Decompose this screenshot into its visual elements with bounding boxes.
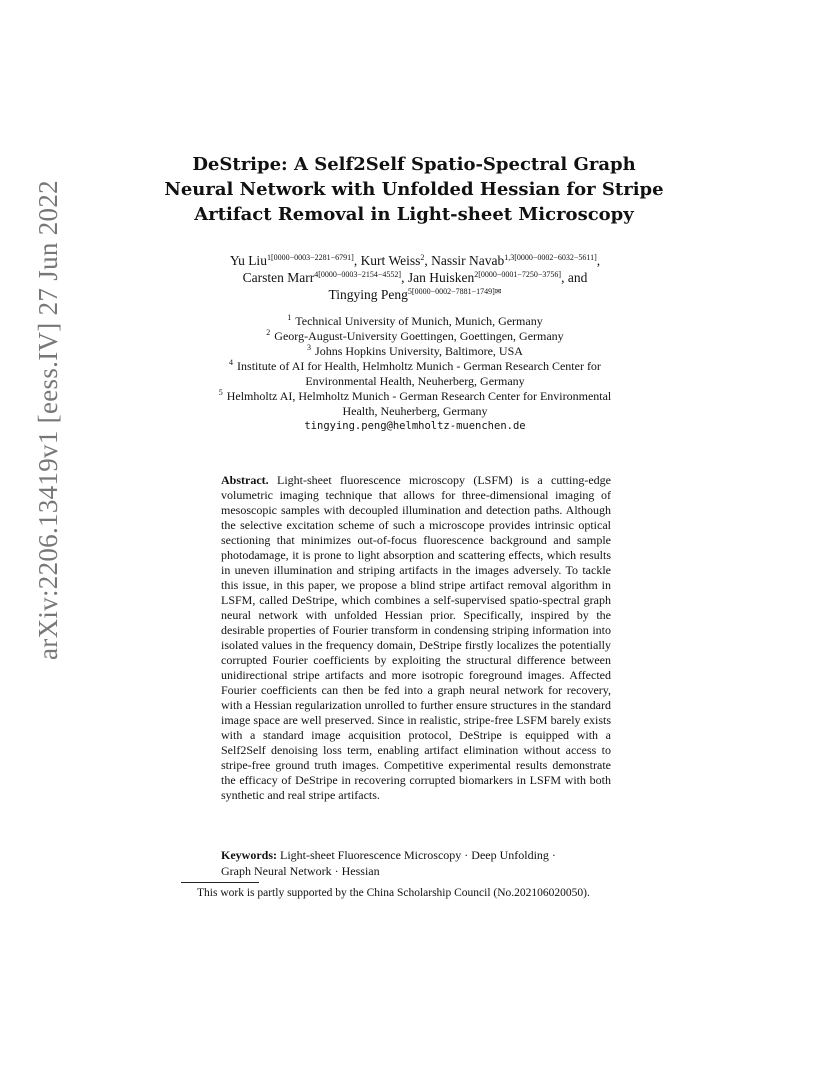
author-line: Yu Liu$^{1[0000-0003-2281-6791]}$, Kurt Weiss$^2$, Nassir Navab$^{1,3[0000-0002-6032-5611]}$, <box>229 253 601 268</box>
arxiv-identifier: arXiv:2206.13419v1 [eess.IV] 27 Jun 2022 <box>33 180 63 660</box>
and-text: , and <box>561 270 588 285</box>
author-affiliation-orcid: 4[0000−0003−2154−4552] <box>314 270 402 279</box>
author-name: Yu Liu <box>229 253 267 268</box>
affiliation-list <box>170 314 660 434</box>
author-list <box>170 252 660 303</box>
affiliation-number: 2 <box>266 328 271 337</box>
affiliation <box>170 314 660 329</box>
keywords-line <box>221 848 611 864</box>
abstract <box>221 473 611 803</box>
affiliation <box>170 389 660 404</box>
affiliation-text: Technical University of Munich, Munich, Germany <box>295 314 543 328</box>
author-line <box>170 286 660 303</box>
author-name: Jan Huisken <box>407 270 475 285</box>
title-line: Artifact Removal in Light-sheet Microscopy <box>194 204 634 225</box>
affiliation-text: Georg-August-University Goettingen, Goettingen, Germany <box>274 329 564 343</box>
keywords-text: Light-sheet Fluorescence Microscopy · Deep Unfolding · <box>280 848 556 862</box>
affiliation-text: Helmholtz AI, Helmholtz Munich - German Research Center for Environmental <box>226 389 612 403</box>
footnote-divider <box>181 882 259 883</box>
affiliation-number: 1 <box>287 313 292 322</box>
title-line: Neural Network with Unfolded Hessian for Stripe <box>164 179 664 200</box>
author-name: Tingying Peng <box>328 287 408 302</box>
affiliation <box>170 329 660 344</box>
footnote: This work is partly supported by the China Scholarship Council (No.202106020050). <box>197 887 590 899</box>
author-affiliation-orcid: 5[0000−0002−7881−1749]✉ <box>407 287 502 296</box>
affiliation <box>170 344 660 359</box>
affiliation-number: 3 <box>307 343 312 352</box>
author-name: Nassir Navab <box>431 253 505 268</box>
affiliation-text: Johns Hopkins University, Baltimore, USA <box>315 344 523 358</box>
author-affiliation-orcid: 1,3[0000−0002−6032−5611] <box>504 253 597 262</box>
author-affiliation-orcid: 1[0000−0003−2281−6791] <box>266 253 354 262</box>
author-affiliation: 2 <box>420 253 425 262</box>
author-name: Carsten Marr <box>242 270 315 285</box>
affiliation <box>170 359 660 374</box>
separator: , <box>424 253 432 268</box>
keywords <box>221 848 611 879</box>
keywords-label: Keywords: <box>221 848 277 862</box>
separator: , <box>353 253 361 268</box>
abstract-label: Abstract. <box>221 473 269 487</box>
contact-email[interactable]: tingying.peng@helmholtz-muenchen.de <box>304 420 526 432</box>
affiliation-continuation: Health, Neuherberg, Germany <box>342 404 488 418</box>
paper-title <box>150 152 678 227</box>
affiliation-number: 5 <box>218 388 223 397</box>
keywords-text: Graph Neural Network · Hessian <box>221 863 380 878</box>
author-name: Kurt Weiss <box>360 253 421 268</box>
separator: , <box>401 270 408 285</box>
author-affiliation-orcid: 2[0000−0001−7250−3756] <box>474 270 562 279</box>
affiliation-text: Institute of AI for Health, Helmholtz Munich - German Research Center for <box>237 359 601 373</box>
affiliation-continuation: Environmental Health, Neuherberg, Germany <box>305 374 525 388</box>
author-line <box>170 269 660 286</box>
title-line: DeStripe: A Self2Self Spatio-Spectral Graph <box>192 154 636 175</box>
affiliation-number: 4 <box>229 358 234 367</box>
abstract-text: Light-sheet fluorescence microscopy (LSFM) is a cutting-edge volumetric imaging technique that allows for three-dimensional imaging of mesoscopic samples with decoupled illumination and detection paths. Although the selective excitation scheme of such a microscope provides intrinsic optical sectioning that minimizes out-of-focus fluorescence background and sample photodamage, it is prone to light absorption and scattering effects, which results in uneven illumination and striping artifacts in the images adversely. To tackle this issue, in this paper, we propose a blind stripe artifact removal algorithm in LSFM, called DeStripe, which combines a self-supervised spatio-spectral graph neural network with unfolded Hessian prior. Specifically, inspired by the desirable properties of Fourier transform in condensing striping information into isolated values in the frequency domain, DeStripe firstly localizes the potentially corrupted Fourier coefficients by exploiting the structural difference between unidirectional stripe artifacts and more isotropic foreground images. Affected Fourier coefficients can then be fed into a graph neural network for recovery, with a Hessian regularization unrolled to further ensure structures in the standard image space are well preserved. Since in realistic, stripe-free LSFM barely exists with a standard image acquisition protocol, DeStripe is equipped with a Self2Self denoising loss term, enabling artifact elimination without access to stripe-free ground truth images. Competitive experimental results demonstrate the efficacy of DeStripe in recovering corrupted biomarkers in LSFM with both synthetic and real stripe artifacts. <box>221 473 612 802</box>
